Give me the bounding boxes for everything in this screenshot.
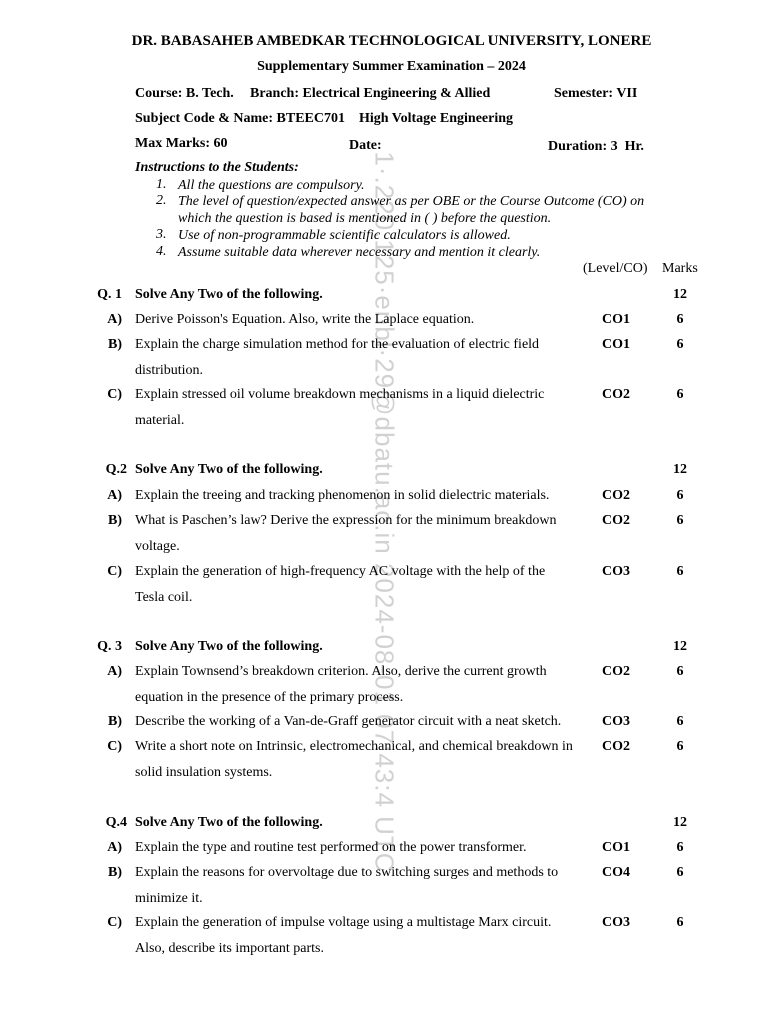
part-marks: 6 [676, 865, 684, 880]
part-text: Derive Poisson's Equation. Also, write the Laplace equation. [135, 312, 475, 327]
part-marks: 6 [676, 664, 684, 679]
part-co: CO4 [602, 865, 630, 880]
question-number: Q. 1 [97, 287, 122, 302]
part-marks: 6 [676, 840, 684, 855]
part-text: Explain the generation of high-frequency AC voltage with the help of the Tesla coil. [135, 564, 546, 605]
question-marks: 12 [673, 287, 687, 302]
instruction-text: Use of non-programmable scientific calculators is allowed. [178, 228, 511, 243]
part-text: What is Paschen’s law? Derive the expression for the minimum breakdown voltage. [135, 513, 557, 554]
part-marks: 6 [676, 915, 684, 930]
part-text: Explain the treeing and tracking phenomenon in solid dielectric materials. [135, 488, 550, 503]
part-marks: 6 [676, 387, 684, 402]
part-text: Explain the type and routine test performed on the power transformer. [135, 840, 527, 855]
part-co: CO2 [602, 739, 630, 754]
question-heading: Solve Any Two of the following. [135, 462, 323, 477]
part-co: CO1 [602, 337, 630, 352]
part-marks: 6 [676, 714, 684, 729]
instruction-number: 3. [156, 227, 167, 242]
part-marks: 6 [676, 337, 684, 352]
part-co: CO3 [602, 714, 630, 729]
part-marks: 6 [676, 564, 684, 579]
question-number: Q.2 [105, 462, 127, 477]
question-heading: Solve Any Two of the following. [135, 287, 323, 302]
part-marks: 6 [676, 312, 684, 327]
instructions-title: Instructions to the Students: [135, 160, 299, 175]
question-marks: 12 [673, 815, 687, 830]
marks-header: Marks [662, 261, 698, 276]
level-co-header: (Level/CO) [583, 261, 648, 276]
part-marks: 6 [676, 513, 684, 528]
part-text: Explain the charge simulation method for the evaluation of electric field distribution. [135, 337, 540, 378]
part-co: CO2 [602, 664, 630, 679]
part-marks: 6 [676, 488, 684, 503]
question-marks: 12 [673, 639, 687, 654]
branch-label: Branch: Electrical Engineering & Allied [250, 86, 491, 101]
part-text: Explain stressed oil volume breakdown mechanisms in a liquid dielectric material. [135, 387, 545, 428]
part-label: B) [108, 714, 122, 729]
part-label: B) [108, 337, 122, 352]
course-label: Course: B. Tech. [135, 86, 234, 101]
max-marks-label: Max Marks: 60 [135, 136, 228, 151]
part-text: Write a short note on Intrinsic, electromechanical, and chemical breakdown in solid insulation systems. [135, 739, 573, 780]
part-label: C) [107, 387, 122, 402]
part-co: CO2 [602, 488, 630, 503]
instruction-text: The level of question/expected answer as per OBE or the Course Outcome (CO) on which the question is based is mentioned in ( ) before the question. [178, 194, 645, 226]
instruction-text: All the questions are compulsory. [178, 178, 365, 193]
part-co: CO2 [602, 513, 630, 528]
question-heading: Solve Any Two of the following. [135, 815, 323, 830]
part-label: C) [107, 739, 122, 754]
part-text: Explain the generation of impulse voltage using a multistage Marx circuit. Also, describe its important parts. [135, 915, 552, 956]
part-co: CO2 [602, 387, 630, 402]
question-heading: Solve Any Two of the following. [135, 639, 323, 654]
duration-label: Duration: 3 Hr. [548, 139, 644, 154]
part-co: CO1 [602, 840, 630, 855]
watermark: 1·.220.125·enbl·29@dbatu.ac.in 2024-08-01 07:43:4 UTC [369, 151, 400, 873]
instruction-text: Assume suitable data wherever necessary and mention it clearly. [178, 245, 541, 260]
subject-label: Subject Code & Name: BTEEC701 High Voltage Engineering [135, 111, 514, 126]
part-label: C) [107, 564, 122, 579]
date-label: Date: [349, 138, 382, 153]
instruction-number: 1. [156, 177, 167, 192]
part-text: Explain Townsend’s breakdown criterion. Also, derive the current growth equation in the presence of the primary process. [135, 664, 547, 705]
instruction-number: 2. [156, 193, 167, 208]
part-label: A) [107, 664, 122, 679]
part-text: Describe the working of a Van-de-Graff generator circuit with a neat sketch. [135, 714, 562, 729]
question-number: Q. 3 [97, 639, 122, 654]
part-label: C) [107, 915, 122, 930]
part-label: A) [107, 488, 122, 503]
semester-label: Semester: VII [554, 86, 638, 101]
exam-title: Supplementary Summer Examination – 2024 [257, 59, 526, 74]
question-number: Q.4 [105, 815, 127, 830]
part-co: CO3 [602, 915, 630, 930]
part-text: Explain the reasons for overvoltage due to switching surges and methods to minimize it. [135, 865, 559, 906]
question-marks: 12 [673, 462, 687, 477]
part-label: A) [107, 840, 122, 855]
part-label: A) [107, 312, 122, 327]
part-label: B) [108, 865, 122, 880]
part-co: CO3 [602, 564, 630, 579]
part-label: B) [108, 513, 122, 528]
university-name: DR. BABASAHEB AMBEDKAR TECHNOLOGICAL UNIVERSITY, LONERE [131, 33, 652, 49]
instruction-number: 4. [156, 244, 167, 259]
part-co: CO1 [602, 312, 630, 327]
part-marks: 6 [676, 739, 684, 754]
